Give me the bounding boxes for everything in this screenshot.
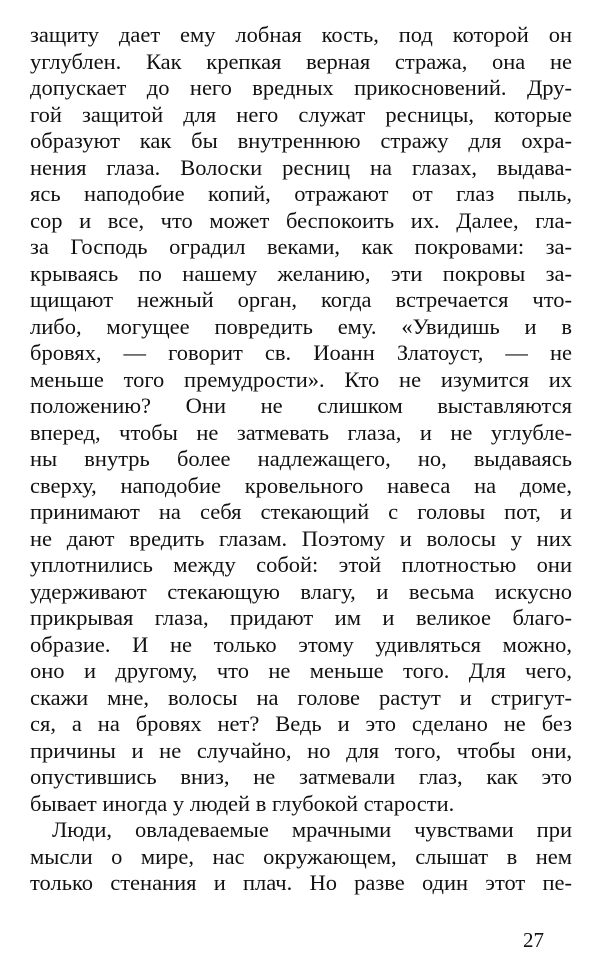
text-line: образуют как бы внутреннюю стражу для охра-: [30, 128, 572, 153]
text-line: бровях, — говорит св. Иоанн Златоуст, — не: [30, 340, 572, 365]
text-line: прикрывая глаза, придают им и великое благо-: [30, 605, 572, 630]
text-line: мысли о мире, нас окружающем, слышат в нем: [30, 843, 572, 869]
text-line: крываясь по нашему желанию, эти покровы за-: [30, 260, 572, 286]
page-number: 27: [523, 928, 544, 952]
text-line: допускает до него вредных прикосновений. Дру-: [30, 75, 572, 100]
text-line: не дают вредить глазам. Поэтому и волосы у них: [30, 525, 572, 551]
text-line: образие. И не только этому удивляться можно,: [30, 631, 572, 657]
text-line: сор и все, что может беспокоить их. Далее, гла-: [30, 207, 572, 233]
text-line: принимают на себя стекающий с головы пот, и: [30, 499, 572, 524]
text-line: углублен. Как крепкая верная стража, она не: [30, 48, 572, 74]
text-line: гой защитой для него служат ресницы, которые: [30, 101, 572, 127]
text-line: сверху, наподобие кровельного навеса на доме,: [30, 472, 572, 498]
text-line: удерживают стекающую влагу, и весьма искусно: [30, 578, 572, 604]
text-line: ся, а на бровях нет? Ведь и это сделано не без: [30, 711, 572, 736]
text-line: скажи мне, волосы на голове растут и стригут-: [30, 684, 572, 710]
text-line: Люди, овладеваемые мрачными чувствами при: [52, 817, 572, 842]
body-text: [30, 22, 572, 897]
text-line: ны внутрь более надлежащего, но, выдаваясь: [30, 446, 572, 471]
text-line: положению? Они не слишком выставляются: [30, 393, 572, 418]
text-line: уплотнились между собой: этой плотностью они: [30, 552, 572, 577]
text-line: опустившись вниз, не затмевали глаз, как это: [30, 764, 572, 789]
text-line: защиту дает ему лобная кость, под которой он: [30, 22, 572, 47]
text-line: щищают нежный орган, когда встречается что-: [30, 287, 572, 312]
text-line: оно и другому, что не меньше того. Для чего,: [30, 658, 572, 683]
text-line: причины и не случайно, но для того, чтобы они,: [30, 737, 572, 763]
text-line: меньше того премудрости». Кто не изумится их: [30, 366, 572, 392]
text-line: за Господь оградил веками, как покровами: за-: [30, 234, 572, 259]
text-line: нения глаза. Волоски ресниц на глазах, выдава-: [30, 154, 572, 180]
text-line: бывает иногда у людей в глубокой старости.: [30, 790, 455, 816]
text-line: либо, могущее повредить ему. «Увидишь и в: [30, 313, 572, 339]
text-line: ясь наподобие копий, отражают от глаз пыль,: [30, 181, 572, 206]
text-line: вперед, чтобы не затмевать глаза, и не углубле-: [30, 419, 572, 445]
text-line: только стенания и плач. Но разве один этот пе-: [30, 870, 572, 895]
